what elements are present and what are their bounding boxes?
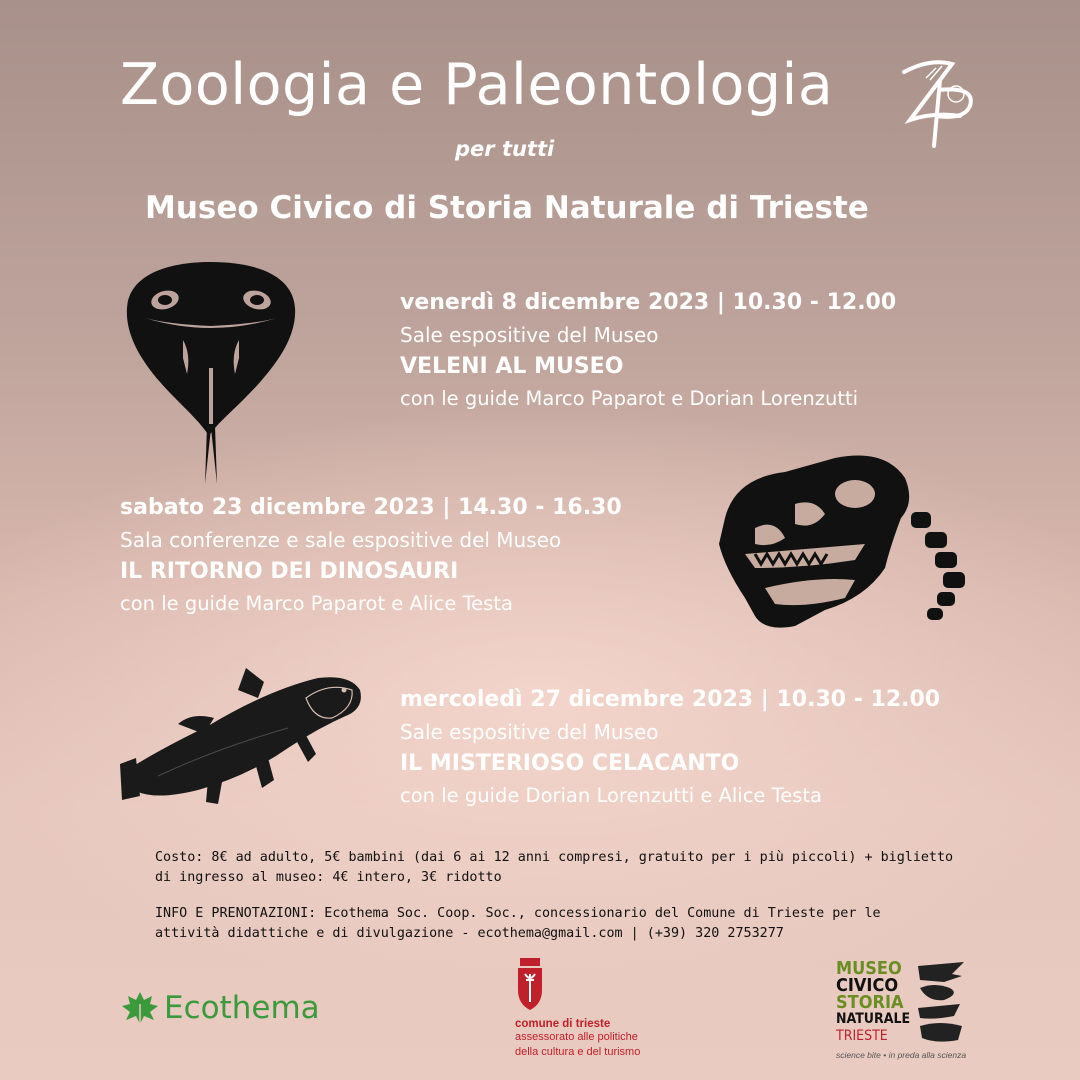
msn-tagline: science bite • in preda alla scienza: [836, 1050, 967, 1060]
contact-line: attività didattiche e di divulgazione - ecothema@gmail.com | (+39) 320 2753277: [155, 926, 784, 941]
contact-info: [155, 904, 881, 944]
cost-line: di ingresso al museo: 4€ intero, 3€ ridotto: [155, 870, 502, 885]
museum-name: Museo Civico di Storia Naturale di Trieste: [145, 190, 869, 226]
ecothema-name: Ecothema: [164, 990, 320, 1026]
comune-dept: della cultura e del turismo: [515, 1046, 641, 1058]
contact-line: INFO E PRENOTAZIONI: Ecothema Soc. Coop. Soc., concessionario del Comune di Trieste per le: [155, 906, 881, 921]
event-place: Sale espositive del Museo: [400, 323, 659, 347]
comune-trieste-logo: [515, 958, 640, 1060]
cost-line: Costo: 8€ ad adulto, 5€ bambini (dai 6 ai 12 anni compresi, gratuito per i più piccoli) + biglietto: [155, 850, 954, 865]
msn-line: TRIESTE: [836, 1028, 888, 1044]
msn-line: MUSEO: [836, 958, 902, 979]
event-name: IL MISTERIOSO CELACANTO: [400, 751, 740, 776]
msn-line: STORIA: [836, 992, 904, 1013]
event-name: VELENI AL MUSEO: [400, 354, 624, 379]
event-guides: con le guide Marco Paparot e Alice Testa: [120, 592, 513, 615]
trieste-crest-icon: [516, 958, 544, 1010]
event-guides: con le guide Dorian Lorenzutti e Alice Testa: [400, 784, 822, 807]
comune-dept: assessorato alle politiche: [515, 1031, 638, 1043]
dinosaur-skull-icon: [715, 448, 975, 634]
event-date: venerdì 8 dicembre 2023 | 10.30 - 12.00: [400, 290, 897, 315]
ecothema-logo: [120, 990, 320, 1026]
zp-logo-icon: [890, 50, 982, 150]
page-subtitle: per tutti: [455, 137, 555, 161]
event-date: sabato 23 dicembre 2023 | 14.30 - 16.30: [120, 495, 622, 520]
page-title: Zoologia e Paleontologia: [120, 52, 834, 118]
event-name: IL RITORNO DEI DINOSAURI: [120, 559, 459, 584]
event-2: [120, 491, 622, 619]
leaf-icon: [120, 990, 160, 1026]
fossils-icon: [914, 960, 968, 1048]
coelacanth-fish-icon: [118, 668, 366, 812]
event-guides: con le guide Marco Paparot e Dorian Lorenzutti: [400, 387, 859, 410]
msn-line: CIVICO: [836, 975, 899, 996]
event-1: [400, 286, 896, 414]
snake-head-icon: [125, 258, 297, 486]
event-3: [400, 683, 940, 811]
msn-line: NATURALE: [836, 1011, 911, 1027]
cost-info: [155, 848, 953, 888]
comune-title: comune di trieste: [515, 1018, 611, 1030]
event-place: Sale espositive del Museo: [400, 720, 659, 744]
event-place: Sala conferenze e sale espositive del Museo: [120, 528, 562, 552]
event-date: mercoledì 27 dicembre 2023 | 10.30 - 12.00: [400, 687, 941, 712]
msn-logo: [836, 960, 968, 1060]
